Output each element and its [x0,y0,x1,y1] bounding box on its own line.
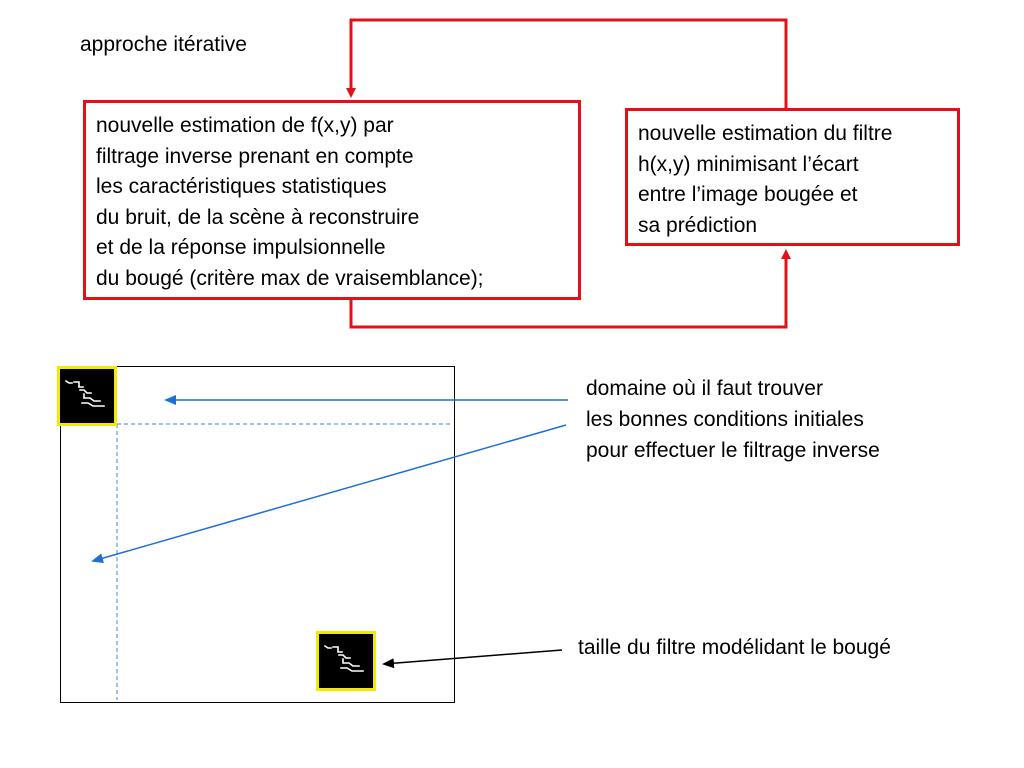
initial-conditions-label [586,373,880,466]
blur-kernel-icon [319,634,373,688]
box-right-line: h(x,y) minimisant l’écart [638,152,859,176]
box-left-line: nouvelle estimation de f(x,y) par [96,114,394,137]
box-right-line: entre l’image bougée et [638,183,858,206]
initial-conditions-line: domaine où il faut trouver [586,377,823,400]
filter-estimation-box [625,108,960,246]
loop-arrow-top [351,20,786,108]
initial-conditions-line: les bonnes conditions initiales [586,408,864,431]
box-left-line: du bougé (critère max de vraisemblance); [96,266,484,290]
filter-size-label: taille du filtre modélidant le bougé [578,636,891,659]
inverse-filter-estimation-box [83,100,581,300]
box-left-line: filtrage inverse prenant en compte [96,144,414,168]
diagram-title: approche itérative [80,33,247,56]
blur-kernel-thumbnail-top [57,366,117,426]
blur-kernel-icon [60,369,114,423]
box-left-line: du bruit, de la scène à reconstruire [96,205,420,229]
box-left-line: et de la réponse impulsionnelle [96,236,386,259]
image-domain-frame [60,366,455,703]
box-right-line: nouvelle estimation du filtre [638,122,893,145]
blur-kernel-thumbnail-bottom [316,631,376,691]
box-right-line: sa prédiction [638,213,758,237]
box-left-line: les caractéristiques statistiques [96,175,387,198]
initial-conditions-line: pour effectuer le filtrage inverse [586,439,880,462]
